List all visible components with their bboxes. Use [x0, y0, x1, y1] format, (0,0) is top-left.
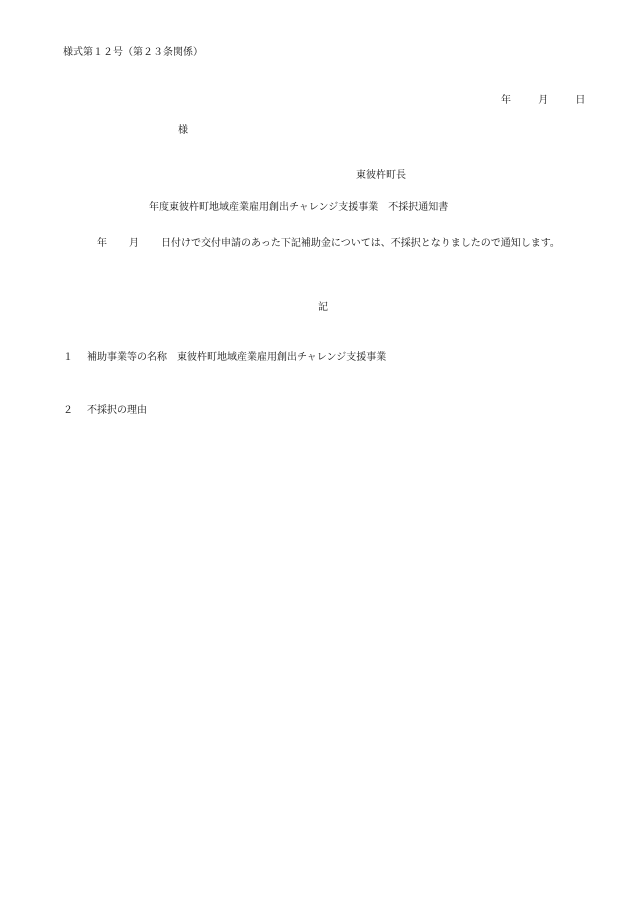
- list-item: [63, 405, 157, 417]
- item-label: 補助事業等の名称: [87, 352, 167, 363]
- addressee-suffix: 様: [178, 125, 188, 136]
- ki-heading: 記: [318, 302, 328, 313]
- form-number: 様式第１２号（第２３条関係）: [63, 47, 203, 58]
- item-number: ２: [63, 405, 73, 416]
- body-text: 日付けで交付申請のあった下記補助金については、不採択となりましたので通知します。: [161, 238, 560, 249]
- document-title: 年度東彼杵町地域産業雇用創出チャレンジ支援事業 不採択通知書: [149, 202, 449, 213]
- list-item: [63, 352, 386, 364]
- date-line: [501, 95, 585, 107]
- date-day-label: 日: [575, 95, 586, 106]
- date-year-label: 年: [501, 95, 511, 106]
- body-month-label: 月: [129, 238, 139, 249]
- issuer-name: 東彼杵町長: [356, 170, 406, 181]
- item-value: 東彼杵町地域産業雇用創出チャレンジ支援事業: [177, 352, 387, 363]
- body-paragraph: [63, 236, 578, 251]
- body-year-label: 年: [97, 238, 107, 249]
- date-month-label: 月: [538, 95, 549, 106]
- item-number: １: [63, 352, 73, 363]
- item-label: 不採択の理由: [87, 405, 147, 416]
